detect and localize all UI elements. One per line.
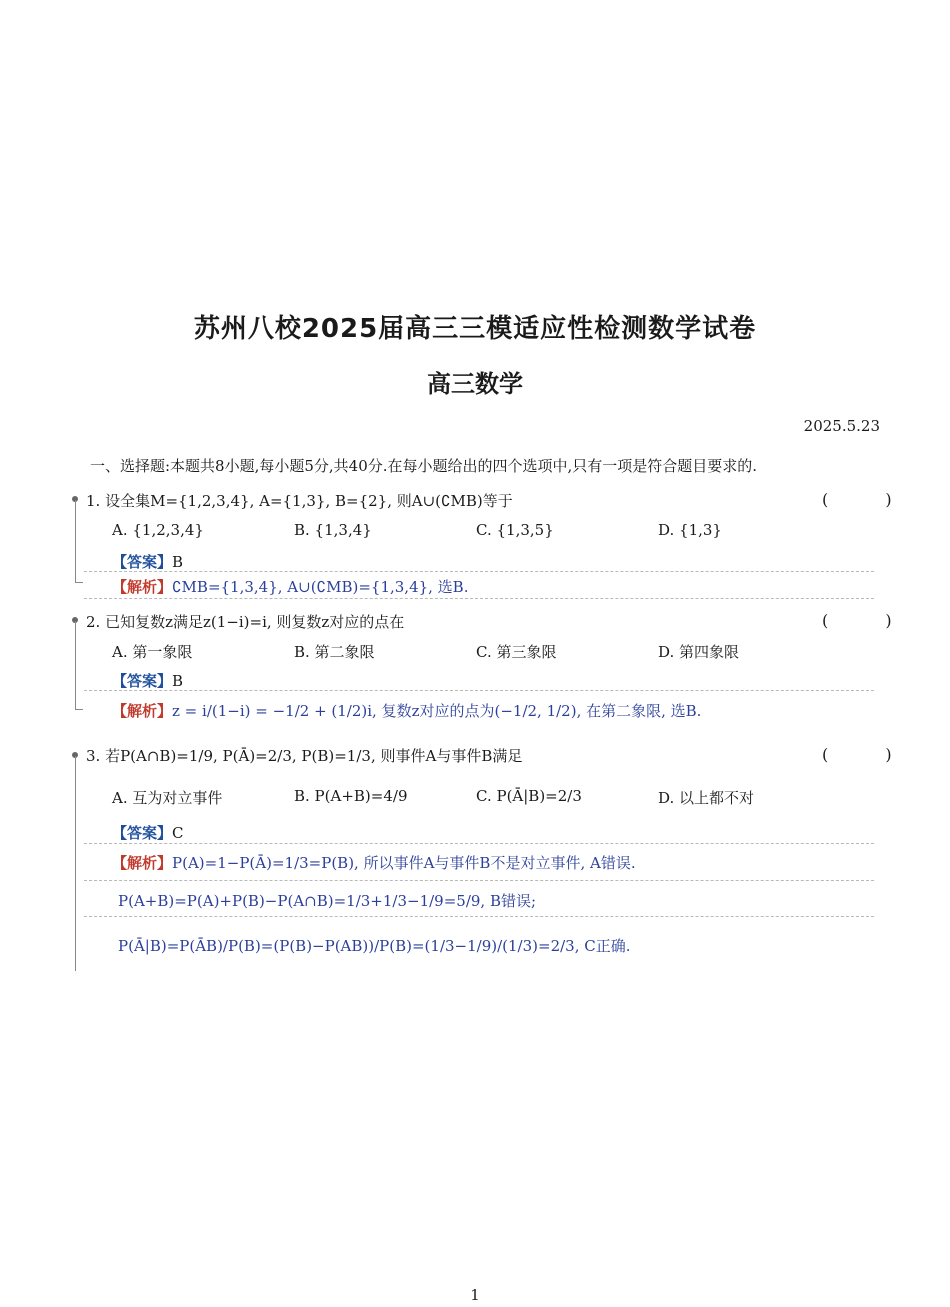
exam-title: 苏州八校2025届高三三模适应性检测数学试卷 xyxy=(193,314,757,344)
separator xyxy=(84,916,874,917)
question-bracket-end xyxy=(75,709,83,710)
question-3-option-d: D. 以上都不对 xyxy=(658,789,755,807)
question-1-paren: ( ) xyxy=(822,490,918,509)
question-2-answer: 【答案】B xyxy=(112,672,184,690)
question-3-option-b: B. P(A+B)=4/9 xyxy=(294,787,408,805)
question-2-analysis: 【解析】z = i/(1−i) = −1/2 + (1/2)i, 复数z对应的点为(−1/2, 1/2), 在第二象限, 选B. xyxy=(112,702,702,720)
question-2-option-a: A. 第一象限 xyxy=(112,643,193,661)
separator xyxy=(84,571,874,572)
question-3-option-a: A. 互为对立事件 xyxy=(112,789,223,807)
question-1-answer: 【答案】B xyxy=(112,553,184,571)
question-3-analysis-line2: P(A+B)=P(A)+P(B)−P(A∩B)=1/3+1/3−1/9=5/9, B错误; xyxy=(118,892,537,910)
question-2-paren: ( ) xyxy=(822,611,918,630)
question-1-option-d: D. {1,3} xyxy=(658,521,722,539)
page-number: 1 xyxy=(470,1286,480,1304)
section-intro: 一、选择题:本题共8小题,每小题5分,共40分.在每小题给出的四个选项中,只有一项是符合题目要求的. xyxy=(90,457,758,475)
question-3-analysis-line3: P(Ā|B)=P(ĀB)/P(B)=(P(B)−P(AB))/P(B)=(1/3−1/9)/(1/3)=2/3, C正确. xyxy=(118,937,631,955)
question-3-option-c: C. P(Ā|B)=2/3 xyxy=(476,787,582,805)
question-2-option-d: D. 第四象限 xyxy=(658,643,740,661)
question-1-option-a: A. {1,2,3,4} xyxy=(112,521,204,539)
question-bracket xyxy=(75,500,76,582)
question-2-option-b: B. 第二象限 xyxy=(294,643,375,661)
question-3-answer: 【答案】C xyxy=(112,824,184,842)
question-bracket xyxy=(75,621,76,709)
exam-date: 2025.5.23 xyxy=(803,417,880,435)
question-1-option-b: B. {1,3,4} xyxy=(294,521,372,539)
question-bracket-end xyxy=(75,582,83,583)
separator xyxy=(84,843,874,844)
question-2-stem: 2. 已知复数z满足z(1−i)=i, 则复数z对应的点在 xyxy=(86,613,405,631)
exam-subtitle: 高三数学 xyxy=(427,370,523,398)
question-3-stem: 3. 若P(A∩B)=1/9, P(Ā)=2/3, P(B)=1/3, 则事件A与事件B满足 xyxy=(86,747,523,765)
question-3-analysis: 【解析】P(A)=1−P(Ā)=1/3=P(B), 所以事件A与事件B不是对立事件, A错误. xyxy=(112,854,636,872)
question-1-analysis: 【解析】∁MB={1,3,4}, A∪(∁MB)={1,3,4}, 选B. xyxy=(112,578,469,596)
separator xyxy=(84,598,874,599)
question-3-paren: ( ) xyxy=(822,745,918,764)
question-1-stem: 1. 设全集M={1,2,3,4}, A={1,3}, B={2}, 则A∪(∁MB)等于 xyxy=(86,492,513,510)
separator xyxy=(84,880,874,881)
question-2-option-c: C. 第三象限 xyxy=(476,643,557,661)
question-bracket xyxy=(75,756,76,971)
separator xyxy=(84,690,874,691)
question-1-option-c: C. {1,3,5} xyxy=(476,521,554,539)
